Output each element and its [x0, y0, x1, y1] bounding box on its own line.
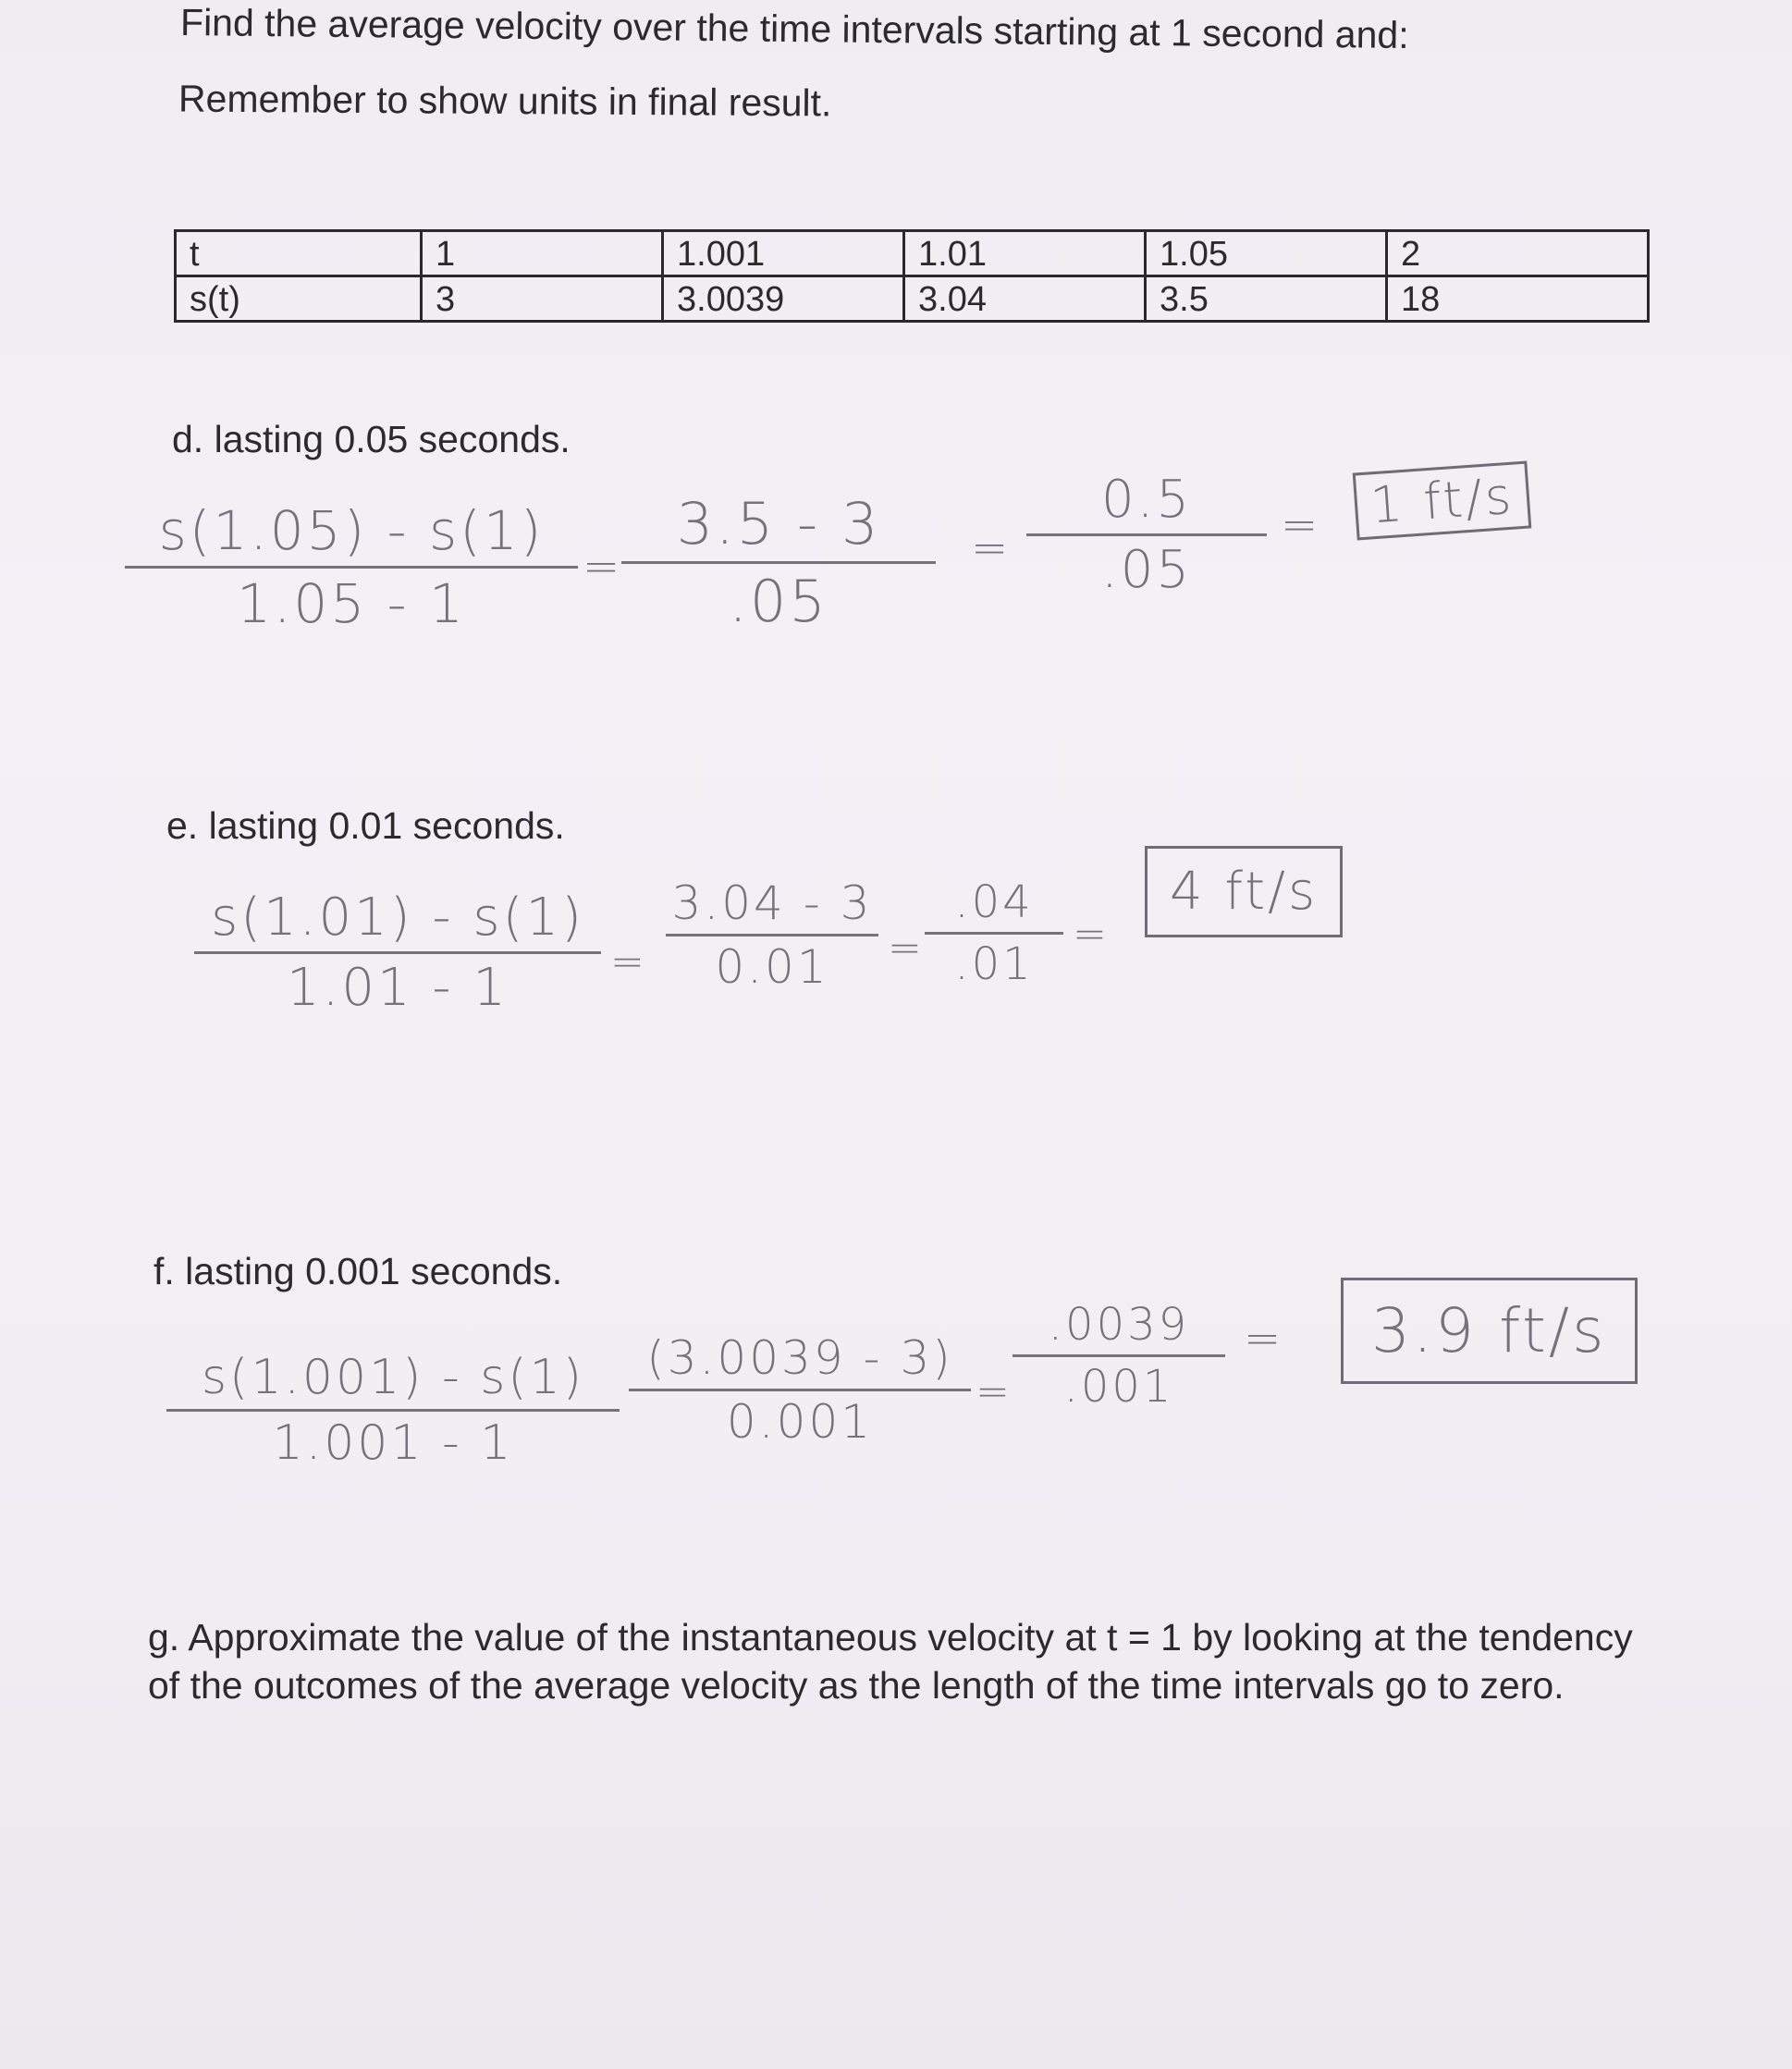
table-cell: 2 — [1387, 231, 1649, 276]
denominator: 1.05 - 1 — [237, 572, 466, 635]
answer-box: 1 ft/s — [1353, 460, 1532, 540]
fraction-bar — [125, 566, 578, 569]
numerator: (3.0039 - 3) — [646, 1331, 953, 1385]
table-cell: 1.001 — [663, 231, 904, 276]
fraction — [621, 490, 936, 635]
numerator: 3.5 - 3 — [676, 490, 881, 557]
question-f-label: f. lasting 0.001 seconds. — [153, 1250, 563, 1292]
fraction — [194, 888, 601, 1018]
equals-sign: = — [1244, 1313, 1284, 1365]
numerator: s(1.001) - s(1) — [201, 1350, 585, 1405]
numerator: s(1.05) - s(1) — [158, 499, 545, 562]
question-g-line2: of the outcomes of the average velocity as the length of the time intervals go to zero. — [148, 1664, 1565, 1707]
fraction-bar — [666, 934, 878, 937]
denominator: 0.001 — [726, 1395, 874, 1449]
instruction-line: Find the average velocity over the time intervals starting at 1 second and: — [179, 1, 1409, 56]
fraction — [1026, 470, 1267, 600]
equals-sign: = — [610, 938, 647, 986]
table-cell: 18 — [1387, 276, 1649, 322]
numerator: .0039 — [1048, 1299, 1190, 1351]
fraction — [629, 1331, 971, 1449]
fraction-bar — [925, 932, 1063, 935]
denominator: 1.001 - 1 — [272, 1415, 514, 1471]
numerator: s(1.01) - s(1) — [211, 888, 584, 948]
fraction — [925, 876, 1063, 990]
answer-box: 4 ft/s — [1145, 846, 1343, 937]
equals-sign: = — [1073, 911, 1110, 958]
row-label-t: t — [176, 231, 422, 276]
fraction — [666, 876, 878, 994]
fraction — [125, 499, 578, 635]
numerator: .04 — [954, 876, 1034, 928]
numerator: 3.04 - 3 — [671, 876, 873, 930]
fraction-bar — [166, 1409, 620, 1412]
fraction-bar — [1013, 1354, 1225, 1357]
table-row-s — [176, 276, 1649, 322]
equals-sign: = — [1281, 499, 1321, 551]
answer-box: 3.9 ft/s — [1341, 1278, 1638, 1384]
table-cell: 1.05 — [1146, 231, 1387, 276]
table-cell: 3.0039 — [663, 276, 904, 322]
fraction — [166, 1350, 620, 1471]
table-cell: 3.04 — [904, 276, 1146, 322]
equals-sign: = — [976, 1368, 1013, 1415]
position-table — [174, 229, 1650, 323]
equals-sign: = — [971, 522, 1012, 574]
denominator: 1.01 - 1 — [286, 958, 509, 1018]
question-e-label: e. lasting 0.01 seconds. — [166, 804, 565, 847]
denominator: .05 — [729, 568, 828, 635]
units-reminder: Remember to show units in final result. — [178, 77, 832, 125]
numerator: 0.5 — [1100, 470, 1193, 530]
table-row-t — [176, 231, 1649, 276]
fraction — [1013, 1299, 1225, 1413]
table-cell: 1.01 — [904, 231, 1146, 276]
equals-sign: = — [583, 541, 623, 593]
equals-sign: = — [888, 924, 925, 972]
denominator: .01 — [954, 938, 1034, 990]
question-d-label: d. lasting 0.05 seconds. — [172, 418, 571, 460]
fraction-bar — [629, 1389, 971, 1391]
denominator: .05 — [1100, 540, 1193, 600]
denominator: .001 — [1063, 1361, 1174, 1413]
fraction-bar — [1026, 533, 1267, 536]
denominator: 0.01 — [715, 940, 829, 994]
question-g-line1: g. Approximate the value of the instantaneous velocity at t = 1 by looking at the tendency — [148, 1616, 1633, 1659]
fraction-bar — [621, 561, 936, 564]
row-label-s: s(t) — [176, 276, 422, 322]
table-cell: 3.5 — [1146, 276, 1387, 322]
table-cell: 3 — [422, 276, 663, 322]
fraction-bar — [194, 951, 601, 954]
table-cell: 1 — [422, 231, 663, 276]
